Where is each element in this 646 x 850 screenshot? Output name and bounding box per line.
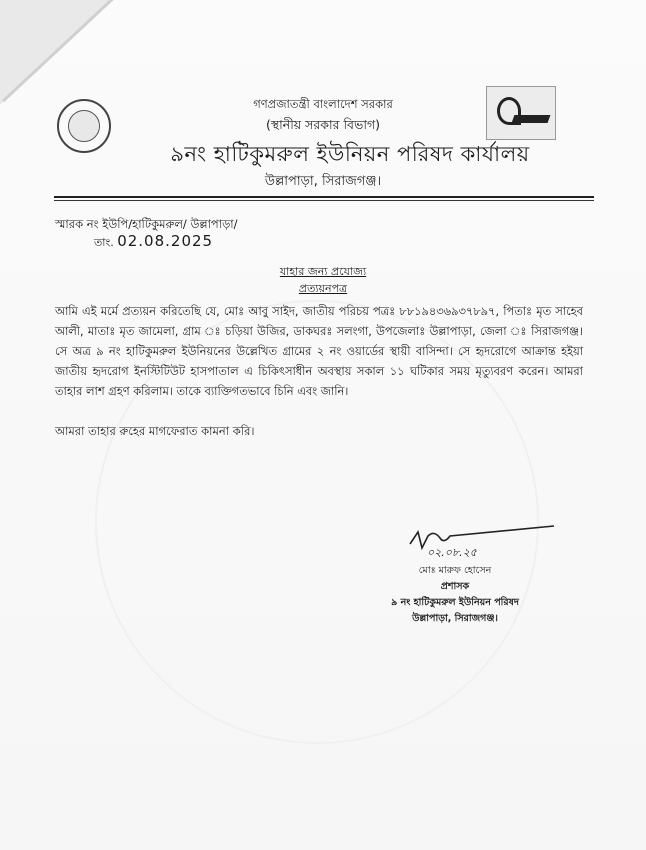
signatory-location: উল্লাপাড়া, সিরাজগঞ্জ। — [412, 613, 498, 624]
office-title: ৯নং হাটিকুমরুল ইউনিয়ন পরিষদ কার্যালয় — [170, 142, 530, 166]
signatory-name: মোঃ মারুফ হোসেন — [418, 565, 492, 576]
signatory-office: ৯ নং হাটিকুমরুল ইউনিয়ন পরিষদ — [391, 597, 519, 608]
header-divider-thin — [54, 200, 594, 201]
signature-date: ০২.০৮.২৫ — [427, 546, 477, 559]
signatory-designation: প্রশাসক — [440, 581, 470, 592]
header-divider — [54, 196, 594, 198]
date-label: তাং — [94, 236, 111, 249]
government-title: গণপ্রজাতন্ত্রী বাংলাদেশ সরকার — [253, 97, 393, 111]
prayer-line: আমরা তাহার রুহের মাগফেরাত কামনা করি। — [55, 424, 255, 438]
subject-line: যাহার জন্য প্রযোজ্য — [279, 265, 367, 278]
ministry-title: (স্থানীয় সরকার বিভাগ) — [265, 117, 381, 132]
signature-block — [370, 563, 540, 627]
office-location: উল্লাপাড়া, সিরাজগঞ্জ। — [264, 174, 382, 189]
memo-date-line: তাং. 02.08.2025 — [94, 232, 214, 250]
certificate-title: প্রত্যয়নপত্র — [298, 282, 348, 295]
memo-date: 02.08.2025 — [117, 232, 214, 250]
memo-reference: স্মারক নং ইউপি/হাটিকুমরুল/ উল্লাপাড়া/ — [55, 217, 238, 231]
certificate-body: আমি এই মর্মে প্রত্যয়ন করিতেছি যে, মোঃ আবু সাইদ, জাতীয় পরিচয় পত্রঃ ৮৮১৯৪৩৬৯৩৭৮৯৭, পিতাঃ মৃত সাহেব আলী, মাতাঃ মৃত জামেলা, গ্রাম ঃ চড়িয়া উজির, ডাকঘরঃ সলংগা, উপজেলাঃ উল্লাপাড়া, জেলা ঃ সিরাজগঞ্জ। সে অত্র ৯ নং হাটিকুমরুল ইউনিয়নের উল্লেখিত গ্রামের ২ নং ওয়ার্ডের স্থায়ী বাসিন্দা। সে হৃদরোগে আক্রান্ত হইয়া জাতীয় হৃদরোগ ইনস্টিটিউট হাসপাতাল এ চিকিৎসাধীন অবস্থায় সকাল ১১ ঘটিকার সময় মৃত্যুবরণ করেন। আমরা তাহার লাশ গ্রহণ করিলাম। তাকে ব্যাক্তিগতভাবে চিনি এবং জানি। — [55, 304, 583, 398]
